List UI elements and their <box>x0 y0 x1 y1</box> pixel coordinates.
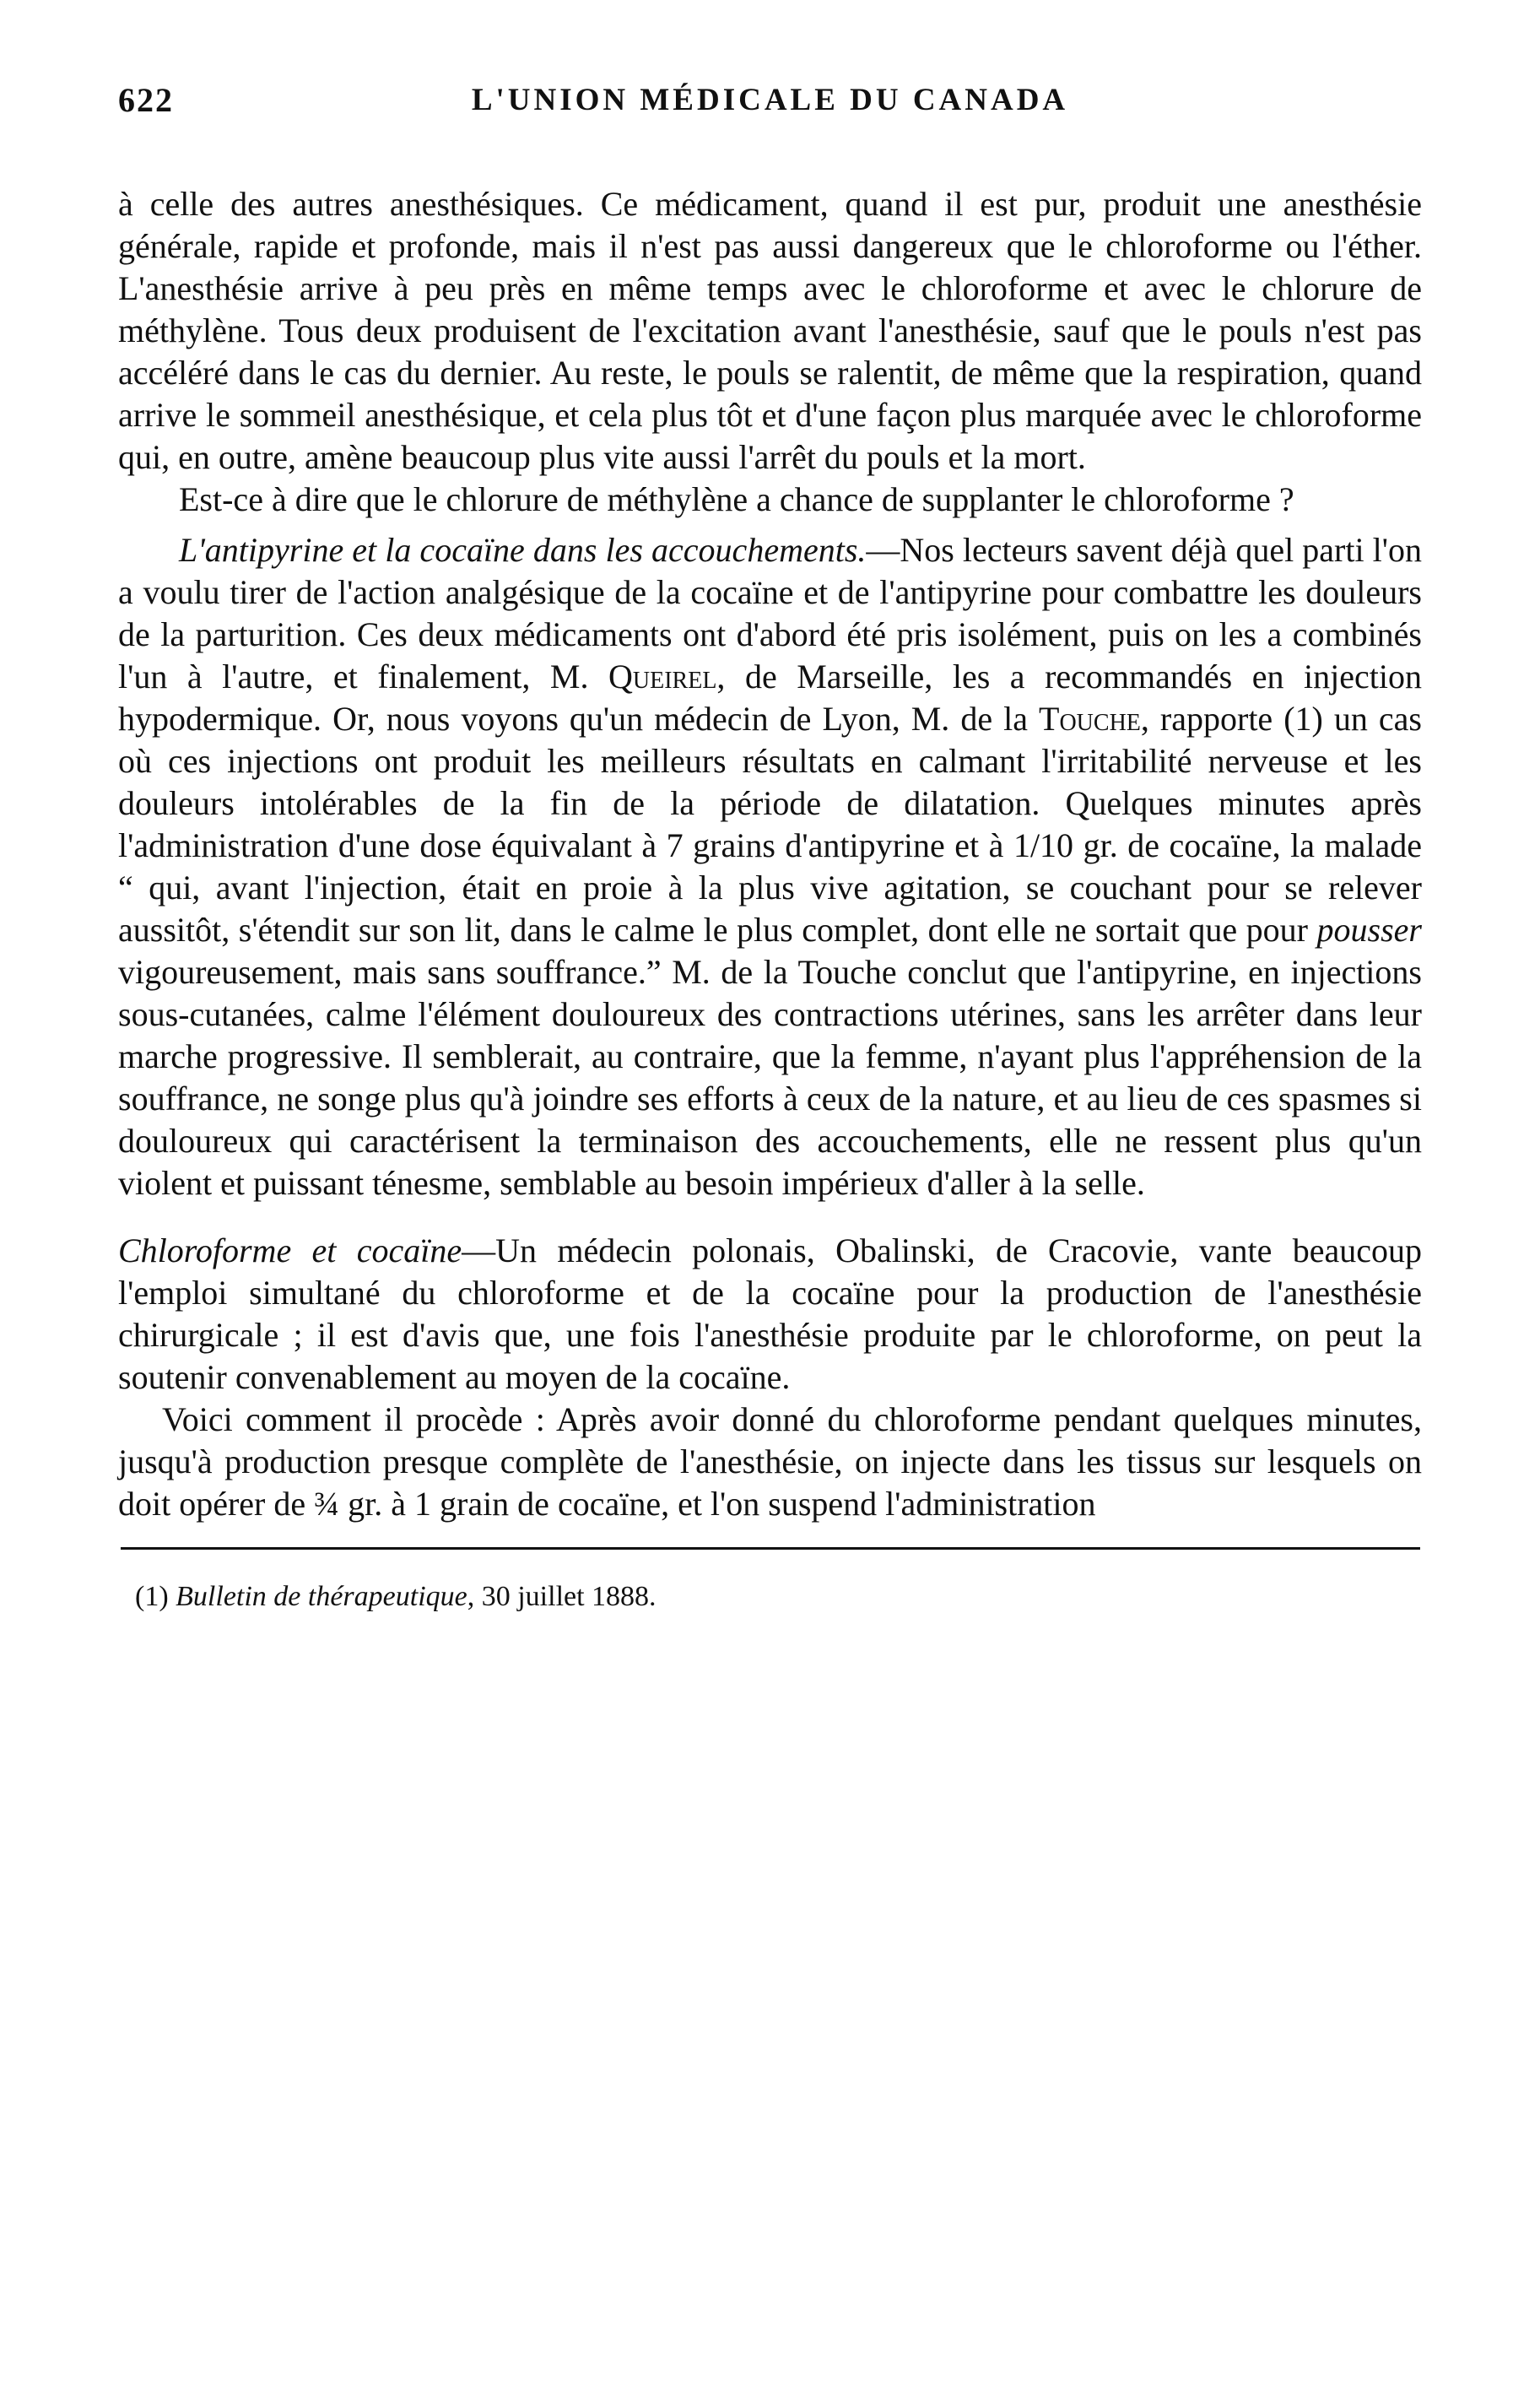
section-text-d: vigoureusement, mais sans souffrance.” M. de la Touche conclut que l'antipyrine, en injections sous-cutanées, calme l'élément douloureux des contractions utérines, sans les arrêter dans leur marche progressive. Il semblerait, au contraire, que la femme, n'ayant plus l'appréhension de la souffrance, ne songe plus qu'à joindre ses efforts à ceux de la nature, et au lieu de ces spasmes si douloureux qui caractérisent la terminaison des accouchements, elle ne ressent plus qu'un violent et puissant ténesme, semblable au besoin impérieux d'aller à la selle. <box>118 953 1422 1202</box>
section-text-a: —Nos lecteurs savent déjà quel parti l'on a voulu tirer de l'action analgésique de la cocaïne et de l'antipyrine pour combattre les douleurs de la parturition. Ces deux médicaments ont d'abord été pris isolément, puis on les a combinés l'un à l'autre, et finalement, M. <box>118 531 1423 695</box>
section-title-chloroforme: Chloroforme et cocaïne <box>118 1231 462 1269</box>
paragraph-question: Est-ce à dire que le chlorure de méthylène a chance de supplanter le chloroforme ? <box>179 480 1294 518</box>
footnote-date: , 30 juillet 1888. <box>467 1581 657 1612</box>
paragraph-procedure: Voici comment il procède : Après avoir donné du chloroforme pendant quelques minutes, jusqu'à production presque complète de l'anesthésie, on injecte dans les tissus sur lesquels on doit opérer de ¾ gr. à 1 grain de cocaïne, et l'on suspend l'administration <box>118 1400 1422 1523</box>
footnote <box>135 1580 1422 1614</box>
section-chloroforme-cocaine <box>118 1230 1422 1399</box>
section-text-chloroforme: —Un médecin polonais, Obalinski, de Cracovie, vante beaucoup l'emploi simultané du chloroforme et de la cocaïne pour la production de l'anesthésie chirurgicale ; il est d'avis que, une fois l'anesthésie produite par le chloroforme, on peut la soutenir convenablement au moyen de la cocaïne. <box>118 1231 1422 1396</box>
section-text-b: , de Marseille, les a recommandés en injection hypodermique. Or, nous voyons qu'un médecin de Lyon, M. de la <box>118 658 1422 738</box>
paragraph-methylene-continuation: à celle des autres anesthésiques. Ce médicament, quand il est pur, produit une anesthésie générale, rapide et profonde, mais il n'est pas aussi dangereux que le chloroforme ou l'éther. L'anesthésie arrive à peu près en même temps avec le chloroforme et avec le chlorure de méthylène. Tous deux produisent de l'excitation avant l'anesthésie, sauf que le pouls n'est pas accéléré dans le cas du dernier. Au reste, le pouls se ralentit, de même que la respiration, quand arrive le sommeil anesthésique, et cela plus tôt et d'une façon plus marquée avec le chloroforme qui, en outre, amène beaucoup plus vite aussi l'arrêt du pouls et la mort. <box>118 185 1422 476</box>
footnote-source: Bulletin de thérapeutique <box>176 1581 467 1612</box>
author-name-touche: Touche <box>1039 700 1141 738</box>
running-title: L'UNION MÉDICALE DU CANADA <box>471 83 1069 117</box>
emphasis-pousser: pousser <box>1316 911 1422 949</box>
page-number: 622 <box>118 81 174 119</box>
footnote-divider <box>121 1547 1420 1550</box>
section-antipyrine-cocaine <box>118 529 1422 1204</box>
section-text-c: , rapporte (1) un cas où ces injections ont produit les meilleurs résultats en calmant l'irritabilité nerveuse et les douleurs intolérables de la fin de la période de dilatation. Quelques minutes après l'administration d'une dose équivalant à 7 grains d'antipyrine et à 1/10 gr. de cocaïne, la malade “ qui, avant l'injection, était en proie à la plus vive agitation, se couchant pour se relever aussitôt, s'étendit sur son lit, dans le calme le plus complet, dont elle ne sortait que pour <box>118 700 1422 949</box>
document-page <box>118 80 1422 1614</box>
section-title-antipyrine: L'antipyrine et la cocaïne dans les accouchements. <box>179 531 867 569</box>
page-header <box>118 80 1422 131</box>
footnote-marker: (1) <box>135 1581 169 1612</box>
article-body <box>118 183 1422 1525</box>
author-name-queirel: Queirel <box>608 658 717 695</box>
